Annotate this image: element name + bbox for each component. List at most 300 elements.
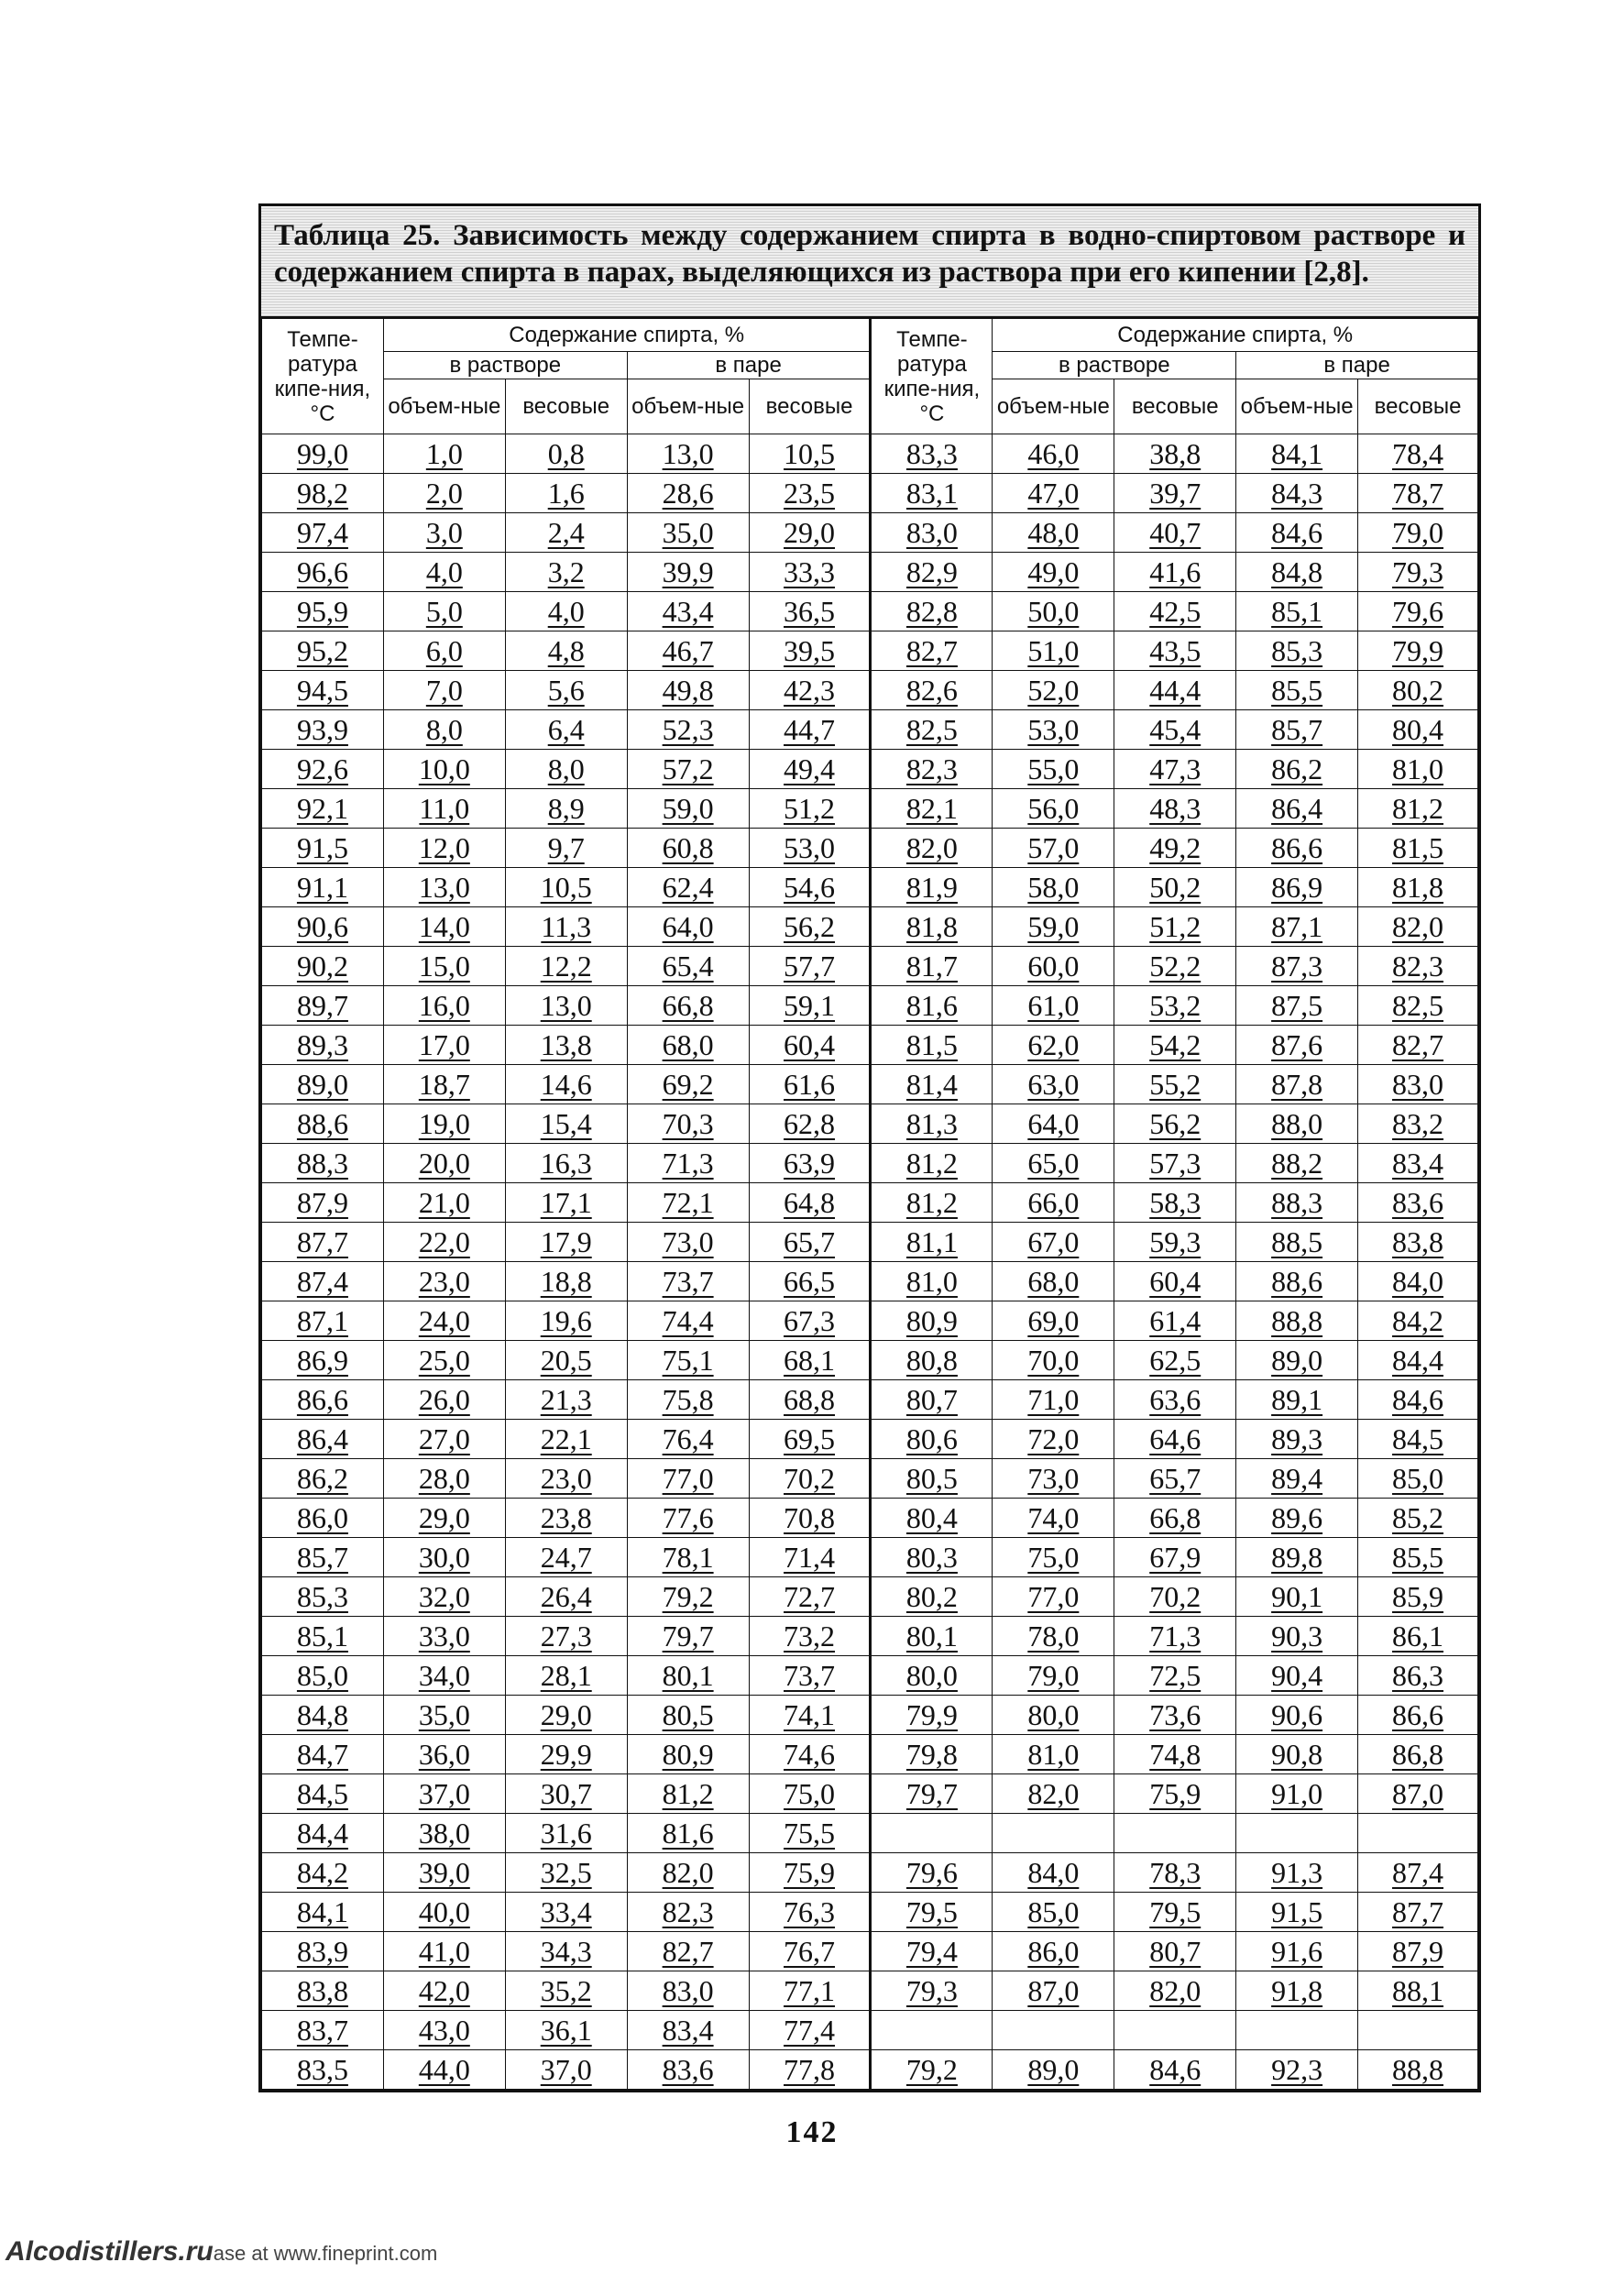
table-cell: 62,5 [1114, 1341, 1236, 1380]
table-cell: 89,1 [1236, 1380, 1358, 1420]
table-body [262, 434, 1478, 2090]
table-cell: 73,2 [749, 1617, 871, 1656]
content-header: Содержание спирта, % [383, 319, 871, 352]
table-cell: 57,7 [749, 947, 871, 986]
table-cell: 85,9 [1358, 1577, 1478, 1617]
table-cell: 42,0 [383, 1971, 505, 2011]
table-cell: 4,0 [383, 553, 505, 592]
table-cell: 80,0 [871, 1656, 993, 1696]
table-cell: 77,0 [627, 1459, 749, 1499]
table-cell: 13,8 [505, 1026, 627, 1065]
table-cell: 49,0 [993, 553, 1114, 592]
table-cell: 63,9 [749, 1144, 871, 1183]
table-cell: 62,4 [627, 868, 749, 907]
table-cell: 89,0 [1236, 1341, 1358, 1380]
table-cell: 86,4 [262, 1420, 384, 1459]
table-cell: 20,0 [383, 1144, 505, 1183]
table-cell: 81,6 [627, 1814, 749, 1853]
table-row [262, 907, 1478, 947]
table-cell: 86,6 [1358, 1696, 1478, 1735]
table-cell: 82,7 [1358, 1026, 1478, 1065]
table-cell: 29,0 [383, 1499, 505, 1538]
table-cell: 41,6 [1114, 553, 1236, 592]
table-cell: 1,6 [505, 474, 627, 513]
table-cell: 84,8 [262, 1696, 384, 1735]
table-cell: 69,0 [993, 1301, 1114, 1341]
table-cell: 85,2 [1358, 1499, 1478, 1538]
table-cell: 24,7 [505, 1538, 627, 1577]
table-row [262, 1262, 1478, 1301]
table-cell: 88,3 [1236, 1183, 1358, 1223]
table-cell: 85,0 [1358, 1459, 1478, 1499]
table-cell: 21,0 [383, 1183, 505, 1223]
table-cell: 42,3 [749, 671, 871, 710]
table-cell: 84,0 [1358, 1262, 1478, 1301]
table-cell: 16,3 [505, 1144, 627, 1183]
table-cell: 80,4 [1358, 710, 1478, 750]
table-row [262, 1814, 1478, 1853]
table-cell: 80,3 [871, 1538, 993, 1577]
table-row [262, 671, 1478, 710]
table-cell [871, 2011, 993, 2050]
table-cell: 86,0 [262, 1499, 384, 1538]
table-cell: 54,2 [1114, 1026, 1236, 1065]
table-row [262, 592, 1478, 631]
table-cell: 8,0 [505, 750, 627, 789]
table-row [262, 2011, 1478, 2050]
table-cell: 81,7 [871, 947, 993, 986]
table-cell: 47,0 [993, 474, 1114, 513]
table-cell: 17,1 [505, 1183, 627, 1223]
table-cell: 73,0 [993, 1459, 1114, 1499]
table-cell: 85,0 [993, 1893, 1114, 1932]
table-cell: 17,0 [383, 1026, 505, 1065]
table-cell: 85,0 [262, 1656, 384, 1696]
table-cell: 64,6 [1114, 1420, 1236, 1459]
table-cell: 36,0 [383, 1735, 505, 1774]
table-cell: 82,0 [627, 1853, 749, 1893]
table-cell: 33,4 [505, 1893, 627, 1932]
table-cell: 32,5 [505, 1853, 627, 1893]
table-cell: 86,2 [262, 1459, 384, 1499]
table-cell: 66,8 [627, 986, 749, 1026]
table-cell: 87,9 [262, 1183, 384, 1223]
table-cell: 78,7 [1358, 474, 1478, 513]
table-cell: 81,8 [1358, 868, 1478, 907]
table-cell: 23,8 [505, 1499, 627, 1538]
table-cell: 68,0 [993, 1262, 1114, 1301]
table-row [262, 789, 1478, 829]
table-cell: 16,0 [383, 986, 505, 1026]
table-cell: 69,5 [749, 1420, 871, 1459]
table-cell: 80,7 [1114, 1932, 1236, 1971]
table-cell: 48,3 [1114, 789, 1236, 829]
table-caption: Таблица 25. Зависимость между содержанием спирта в водно-спиртовом растворе и содержанием спирта в парах, выделяющихся из раствора при его кипении [2,8]. [261, 206, 1478, 318]
table-cell: 52,0 [993, 671, 1114, 710]
table-cell: 84,8 [1236, 553, 1358, 592]
table-cell: 76,3 [749, 1893, 871, 1932]
data-table [261, 318, 1478, 2090]
weight-header: весовые [505, 379, 627, 434]
table-cell: 69,2 [627, 1065, 749, 1104]
table-cell: 65,7 [1114, 1459, 1236, 1499]
table-cell: 83,1 [871, 474, 993, 513]
table-cell: 84,1 [262, 1893, 384, 1932]
table-cell: 82,0 [993, 1774, 1114, 1814]
table-row [262, 553, 1478, 592]
table-cell: 49,2 [1114, 829, 1236, 868]
table-cell: 83,8 [262, 1971, 384, 2011]
table-cell [1236, 1814, 1358, 1853]
table-cell: 8,9 [505, 789, 627, 829]
table-cell: 71,4 [749, 1538, 871, 1577]
table-cell: 86,2 [1236, 750, 1358, 789]
table-cell: 57,2 [627, 750, 749, 789]
table-cell: 41,0 [383, 1932, 505, 1971]
table-cell: 61,4 [1114, 1301, 1236, 1341]
table-cell: 23,5 [749, 474, 871, 513]
table-cell: 37,0 [383, 1774, 505, 1814]
table-cell: 87,8 [1236, 1065, 1358, 1104]
table-cell: 51,2 [1114, 907, 1236, 947]
footer-tail: ase at www.fineprint.com [213, 2242, 438, 2265]
table-cell: 29,0 [505, 1696, 627, 1735]
table-cell: 80,9 [627, 1735, 749, 1774]
table-cell: 81,0 [871, 1262, 993, 1301]
table-cell: 72,7 [749, 1577, 871, 1617]
table-cell: 84,4 [1358, 1341, 1478, 1380]
table-cell: 92,6 [262, 750, 384, 789]
table-cell: 81,1 [871, 1223, 993, 1262]
table-cell: 29,0 [749, 513, 871, 553]
table-cell: 71,3 [627, 1144, 749, 1183]
table-row [262, 1971, 1478, 2011]
table-cell: 81,2 [627, 1774, 749, 1814]
table-cell: 70,8 [749, 1499, 871, 1538]
table-cell: 78,4 [1358, 434, 1478, 474]
table-cell: 44,0 [383, 2050, 505, 2090]
table-cell: 70,2 [749, 1459, 871, 1499]
table-cell: 56,0 [993, 789, 1114, 829]
table-cell: 52,2 [1114, 947, 1236, 986]
table-row [262, 947, 1478, 986]
table-cell: 90,6 [1236, 1696, 1358, 1735]
table-cell: 59,0 [993, 907, 1114, 947]
table-cell: 79,7 [871, 1774, 993, 1814]
table-cell: 38,0 [383, 1814, 505, 1853]
table-cell: 40,7 [1114, 513, 1236, 553]
table-cell: 65,7 [749, 1223, 871, 1262]
table-cell: 83,0 [871, 513, 993, 553]
table-cell: 4,8 [505, 631, 627, 671]
table-cell: 87,6 [1236, 1026, 1358, 1065]
table-cell: 82,0 [871, 829, 993, 868]
table-cell: 81,2 [1358, 789, 1478, 829]
table-cell: 90,3 [1236, 1617, 1358, 1656]
table-cell: 94,5 [262, 671, 384, 710]
table-cell: 86,6 [1236, 829, 1358, 868]
table-row [262, 1183, 1478, 1223]
table-cell: 19,6 [505, 1301, 627, 1341]
table-cell [871, 1814, 993, 1853]
table-cell: 82,7 [627, 1932, 749, 1971]
table-cell: 22,0 [383, 1223, 505, 1262]
table-cell: 80,1 [871, 1617, 993, 1656]
table-cell: 3,0 [383, 513, 505, 553]
table-cell: 83,5 [262, 2050, 384, 2090]
table-row [262, 1459, 1478, 1499]
weight-header: весовые [1114, 379, 1236, 434]
table-cell: 45,4 [1114, 710, 1236, 750]
table-cell: 82,7 [871, 631, 993, 671]
table-cell: 56,2 [1114, 1104, 1236, 1144]
table-cell: 33,0 [383, 1617, 505, 1656]
table-cell: 46,0 [993, 434, 1114, 474]
table-cell: 11,3 [505, 907, 627, 947]
volume-header: объем-ные [383, 379, 505, 434]
table-cell: 50,2 [1114, 868, 1236, 907]
table-cell: 64,0 [627, 907, 749, 947]
table-cell: 87,1 [1236, 907, 1358, 947]
table-cell: 54,6 [749, 868, 871, 907]
table-cell: 88,3 [262, 1144, 384, 1183]
table-cell: 43,5 [1114, 631, 1236, 671]
table-cell: 40,0 [383, 1893, 505, 1932]
table-cell: 31,6 [505, 1814, 627, 1853]
table-cell: 2,4 [505, 513, 627, 553]
table-cell: 80,5 [627, 1696, 749, 1735]
table-cell: 46,7 [627, 631, 749, 671]
table-cell: 79,2 [871, 2050, 993, 2090]
table-cell: 84,6 [1236, 513, 1358, 553]
table-cell: 91,8 [1236, 1971, 1358, 2011]
table-row [262, 1104, 1478, 1144]
table-cell: 1,0 [383, 434, 505, 474]
table-cell: 91,5 [1236, 1893, 1358, 1932]
table-cell: 59,1 [749, 986, 871, 1026]
table-cell: 75,9 [1114, 1774, 1236, 1814]
table-cell: 3,2 [505, 553, 627, 592]
volume-header: объем-ные [993, 379, 1114, 434]
table-cell: 61,6 [749, 1065, 871, 1104]
table-cell: 97,4 [262, 513, 384, 553]
table-cell: 79,7 [627, 1617, 749, 1656]
table-cell: 82,0 [1114, 1971, 1236, 2011]
table-cell: 80,4 [871, 1499, 993, 1538]
table-cell: 24,0 [383, 1301, 505, 1341]
table-cell: 83,0 [1358, 1065, 1478, 1104]
table-cell: 2,0 [383, 474, 505, 513]
table-cell: 90,2 [262, 947, 384, 986]
weight-header: весовые [749, 379, 871, 434]
table-cell: 34,3 [505, 1932, 627, 1971]
table-cell: 89,0 [993, 2050, 1114, 2090]
table-row [262, 1932, 1478, 1971]
table-cell: 10,5 [505, 868, 627, 907]
table-cell: 86,0 [993, 1932, 1114, 1971]
table-cell: 71,0 [993, 1380, 1114, 1420]
table-cell: 85,7 [262, 1538, 384, 1577]
table-cell: 75,0 [993, 1538, 1114, 1577]
table-row [262, 868, 1478, 907]
table-cell: 79,5 [871, 1893, 993, 1932]
table-cell: 39,0 [383, 1853, 505, 1893]
table-row [262, 829, 1478, 868]
table-cell: 32,0 [383, 1577, 505, 1617]
table-row [262, 1380, 1478, 1420]
table-cell: 59,3 [1114, 1223, 1236, 1262]
table-cell: 87,9 [1358, 1932, 1478, 1971]
table-cell: 75,5 [749, 1814, 871, 1853]
table-cell: 53,2 [1114, 986, 1236, 1026]
table-cell: 58,0 [993, 868, 1114, 907]
table-cell: 86,8 [1358, 1735, 1478, 1774]
table-cell: 23,0 [383, 1262, 505, 1301]
table-cell: 70,2 [1114, 1577, 1236, 1617]
table-cell: 73,0 [627, 1223, 749, 1262]
table-cell: 77,6 [627, 1499, 749, 1538]
table-cell [1114, 2011, 1236, 2050]
table-cell: 89,3 [1236, 1420, 1358, 1459]
table-cell: 85,7 [1236, 710, 1358, 750]
table-cell: 79,3 [871, 1971, 993, 2011]
table-cell: 13,0 [383, 868, 505, 907]
table-cell: 83,4 [1358, 1144, 1478, 1183]
table-cell: 33,3 [749, 553, 871, 592]
table-cell: 28,0 [383, 1459, 505, 1499]
table-cell: 81,4 [871, 1065, 993, 1104]
table-cell: 89,4 [1236, 1459, 1358, 1499]
table-cell: 79,0 [1358, 513, 1478, 553]
table-cell: 85,3 [1236, 631, 1358, 671]
table-cell: 87,7 [1358, 1893, 1478, 1932]
table-cell: 78,3 [1114, 1853, 1236, 1893]
table-cell: 27,0 [383, 1420, 505, 1459]
table-cell: 84,3 [1236, 474, 1358, 513]
table-cell: 91,1 [262, 868, 384, 907]
table-cell [1114, 1814, 1236, 1853]
table-cell: 90,4 [1236, 1656, 1358, 1696]
solution-header-2: в растворе [993, 352, 1236, 379]
table-cell: 79,6 [871, 1853, 993, 1893]
table-cell: 88,5 [1236, 1223, 1358, 1262]
table-cell: 85,5 [1236, 671, 1358, 710]
table-cell: 15,4 [505, 1104, 627, 1144]
table-row [262, 1065, 1478, 1104]
table-cell: 84,2 [262, 1853, 384, 1893]
table-cell: 91,0 [1236, 1774, 1358, 1814]
table-cell: 80,6 [871, 1420, 993, 1459]
table-cell: 86,9 [262, 1341, 384, 1380]
table-cell: 86,9 [1236, 868, 1358, 907]
table-cell: 6,4 [505, 710, 627, 750]
table-row [262, 1341, 1478, 1380]
table-cell: 0,8 [505, 434, 627, 474]
table-row [262, 631, 1478, 671]
table-cell: 7,0 [383, 671, 505, 710]
footer-watermark [5, 2236, 437, 2268]
table-cell: 28,6 [627, 474, 749, 513]
footer-site[interactable]: Alcodistillers.ru [5, 2236, 214, 2267]
table-cell: 79,6 [1358, 592, 1478, 631]
table-cell: 8,0 [383, 710, 505, 750]
table-cell: 19,0 [383, 1104, 505, 1144]
table-cell: 43,0 [383, 2011, 505, 2050]
table-cell: 44,4 [1114, 671, 1236, 710]
table-cell: 83,7 [262, 2011, 384, 2050]
volume-header: объем-ные [1236, 379, 1358, 434]
table-cell: 62,8 [749, 1104, 871, 1144]
table-cell: 71,3 [1114, 1617, 1236, 1656]
table-cell: 84,1 [1236, 434, 1358, 474]
table-cell: 34,0 [383, 1656, 505, 1696]
table-row [262, 2050, 1478, 2090]
table-cell: 76,4 [627, 1420, 749, 1459]
table-cell: 51,2 [749, 789, 871, 829]
table-cell: 53,0 [749, 829, 871, 868]
table-cell: 81,3 [871, 1104, 993, 1144]
table-row [262, 710, 1478, 750]
table-cell: 23,0 [505, 1459, 627, 1499]
table-cell: 81,5 [871, 1026, 993, 1065]
table-cell: 74,1 [749, 1696, 871, 1735]
vapor-header: в паре [627, 352, 871, 379]
table-cell: 50,0 [993, 592, 1114, 631]
table-row [262, 1223, 1478, 1262]
table-row [262, 1420, 1478, 1459]
table-cell: 84,4 [262, 1814, 384, 1853]
table-cell: 81,5 [1358, 829, 1478, 868]
table-cell: 82,5 [871, 710, 993, 750]
data-table-container [258, 203, 1481, 2092]
content-header-2: Содержание спирта, % [993, 319, 1478, 352]
table-row [262, 474, 1478, 513]
table-cell: 87,4 [1358, 1853, 1478, 1893]
table-cell: 80,0 [993, 1696, 1114, 1735]
table-cell: 79,9 [1358, 631, 1478, 671]
table-cell: 87,5 [1236, 986, 1358, 1026]
table-cell: 18,7 [383, 1065, 505, 1104]
table-cell: 10,0 [383, 750, 505, 789]
table-cell: 88,6 [262, 1104, 384, 1144]
table-cell: 73,7 [627, 1262, 749, 1301]
table-cell: 61,0 [993, 986, 1114, 1026]
table-cell: 82,8 [871, 592, 993, 631]
table-cell: 87,7 [262, 1223, 384, 1262]
table-cell: 67,3 [749, 1301, 871, 1341]
table-cell: 73,7 [749, 1656, 871, 1696]
table-cell: 30,0 [383, 1538, 505, 1577]
table-cell: 91,5 [262, 829, 384, 868]
table-cell [993, 2011, 1114, 2050]
table-cell: 72,0 [993, 1420, 1114, 1459]
table-cell: 85,1 [1236, 592, 1358, 631]
table-cell: 22,1 [505, 1420, 627, 1459]
volume-header: объем-ные [627, 379, 749, 434]
table-cell: 63,6 [1114, 1380, 1236, 1420]
table-cell: 6,0 [383, 631, 505, 671]
table-cell: 64,0 [993, 1104, 1114, 1144]
table-row [262, 1577, 1478, 1617]
table-cell: 80,7 [871, 1380, 993, 1420]
table-cell: 55,0 [993, 750, 1114, 789]
table-cell: 88,2 [1236, 1144, 1358, 1183]
table-row [262, 1301, 1478, 1341]
table-cell: 14,6 [505, 1065, 627, 1104]
table-row [262, 1696, 1478, 1735]
table-cell: 48,0 [993, 513, 1114, 553]
table-cell: 86,3 [1358, 1656, 1478, 1696]
